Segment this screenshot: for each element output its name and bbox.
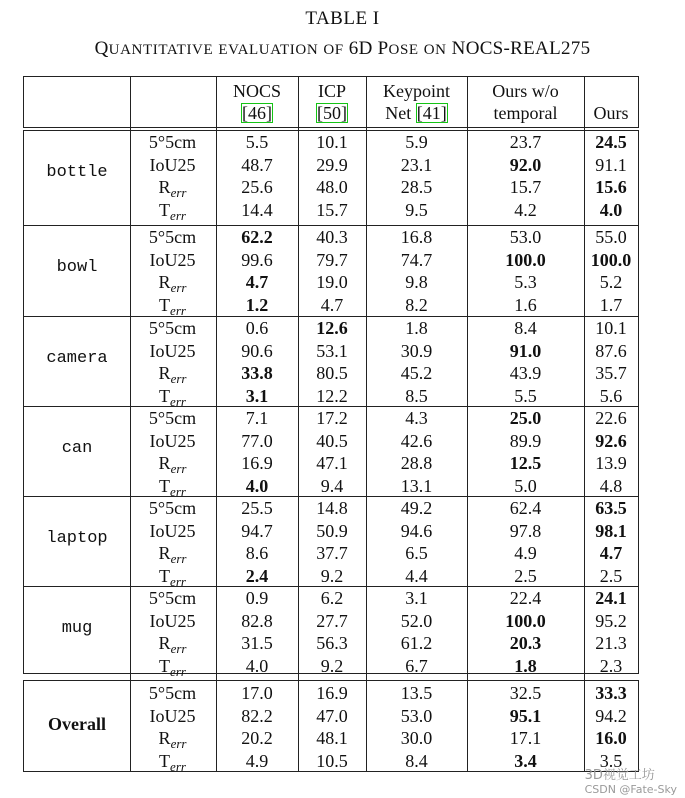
value-cell: 14.4	[241, 199, 273, 220]
value-cell: 4.3	[405, 408, 428, 428]
value-cell: 8.2	[405, 294, 428, 315]
metric-label	[130, 199, 215, 221]
metric-name: IoU25	[149, 430, 196, 451]
value-cell: 13.9	[595, 453, 627, 473]
value-cell: 4.7	[245, 272, 269, 292]
value-cell: 43.9	[509, 363, 542, 383]
value-cell: 17.0	[241, 683, 273, 703]
metric-subscript: err	[170, 302, 186, 318]
citation-link[interactable]: [46]	[242, 103, 272, 123]
value-cell: 13.5	[400, 683, 433, 703]
metric-subscript: err	[170, 461, 187, 476]
value-cell: 63.5	[595, 498, 627, 518]
value-cell: 2.5	[514, 565, 537, 586]
value-cell: 92.0	[509, 154, 542, 175]
metric-name: IoU25	[149, 249, 196, 270]
value-cell: 1.8	[405, 318, 428, 338]
value-cell: 95.2	[595, 610, 627, 631]
value-cell: 17.1	[509, 728, 542, 748]
metric-label	[130, 131, 215, 153]
value-cell: 4.0	[245, 655, 269, 676]
metric-name: R	[158, 453, 171, 473]
value-cell: 3.1	[405, 588, 428, 608]
column-header-text: temporal	[493, 103, 558, 123]
value-cell: 1.2	[245, 294, 269, 315]
value-cell: 9.2	[320, 655, 344, 676]
value-cell: 62.2	[241, 227, 273, 247]
value-cell: 0.6	[245, 318, 269, 338]
column-header-line2	[216, 102, 298, 124]
value-cell: 5.3	[514, 272, 537, 292]
metric-name: 5°5cm	[148, 227, 197, 247]
value-cell: 100.0	[590, 249, 632, 270]
metric-label	[130, 385, 215, 407]
metric-label	[130, 750, 215, 772]
value-cell: 5.5	[514, 385, 537, 406]
value-cell: 48.1	[316, 728, 348, 748]
value-cell: 99.6	[241, 249, 273, 270]
watermark-en: CSDN @Fate-Sky	[584, 783, 677, 796]
metric-label	[130, 587, 215, 609]
value-cell: 91.0	[509, 340, 542, 361]
column-header-line1: ICP	[317, 81, 346, 101]
metric-label	[130, 475, 215, 497]
metric-subscript: err	[170, 758, 186, 774]
watermark-cn: 3D视觉工坊	[584, 768, 655, 783]
column-header-line2	[467, 102, 584, 124]
value-cell: 17.2	[316, 408, 348, 428]
value-cell: 3.5	[599, 750, 623, 771]
metric-name: IoU25	[149, 520, 196, 541]
watermark	[585, 764, 677, 796]
value-cell: 6.2	[320, 588, 344, 608]
metric-label	[130, 176, 215, 198]
value-cell: 56.3	[316, 633, 348, 653]
value-cell: 82.2	[241, 705, 273, 726]
metric-name: T	[159, 475, 171, 496]
value-cell: 22.6	[595, 408, 627, 428]
metric-name: IoU25	[149, 610, 196, 631]
value-cell: 95.1	[509, 705, 542, 726]
value-cell: 19.0	[316, 272, 348, 292]
metric-name: 5°5cm	[148, 132, 197, 152]
metric-name: R	[158, 363, 171, 383]
metric-name: 5°5cm	[148, 498, 197, 518]
table-title: QUANTITATIVE EVALUATION OF 6D POSE ON NOCS-REAL275	[94, 38, 591, 59]
value-cell: 9.8	[405, 272, 428, 292]
metric-name: IoU25	[149, 340, 196, 361]
metric-name: R	[158, 177, 171, 197]
value-cell: 2.4	[245, 565, 269, 586]
value-cell: 27.7	[316, 610, 348, 631]
value-cell: 9.5	[405, 199, 428, 220]
value-cell: 4.9	[514, 543, 537, 563]
metric-label	[130, 362, 215, 384]
column-header	[467, 80, 584, 124]
value-cell: 10.1	[595, 318, 627, 338]
metric-label	[130, 610, 215, 632]
value-cell: 13.1	[400, 475, 433, 496]
value-cell: 12.6	[316, 318, 348, 338]
metric-label	[130, 497, 215, 519]
category-label: laptop	[46, 529, 108, 548]
column-header-line2	[366, 102, 467, 124]
value-cell: 21.3	[595, 633, 627, 653]
value-cell: 23.7	[509, 132, 542, 152]
value-cell: 47.1	[316, 453, 348, 473]
value-cell: 49.2	[400, 498, 433, 518]
metric-name: R	[158, 272, 171, 292]
category-label: bowl	[56, 258, 98, 277]
metric-label	[130, 542, 215, 564]
value-cell: 94.6	[400, 520, 433, 541]
value-cell: 9.2	[320, 565, 344, 586]
value-cell: 48.0	[316, 177, 348, 197]
metric-name: 5°5cm	[148, 318, 197, 338]
metric-subscript: err	[170, 371, 187, 386]
column-header-line1: Keypoint	[383, 81, 450, 101]
metric-label	[130, 407, 215, 429]
table-number: TABLE I	[305, 8, 380, 29]
value-cell: 98.1	[595, 520, 627, 541]
metric-name: 5°5cm	[148, 408, 197, 428]
metric-name: R	[158, 543, 171, 563]
value-cell: 100.0	[505, 249, 546, 270]
value-cell: 4.7	[320, 294, 344, 315]
column-header-line2	[584, 102, 638, 124]
value-cell: 16.8	[400, 227, 433, 247]
value-cell: 29.9	[316, 154, 348, 175]
value-cell: 24.1	[595, 588, 627, 608]
metric-label	[130, 226, 215, 248]
value-cell: 55.0	[595, 227, 627, 247]
value-cell: 20.2	[241, 728, 273, 748]
value-cell: 42.6	[400, 430, 433, 451]
value-cell: 97.8	[509, 520, 542, 541]
value-cell: 7.1	[245, 408, 269, 428]
metric-name: R	[158, 633, 171, 653]
metric-label	[130, 317, 215, 339]
value-cell: 24.5	[595, 132, 627, 152]
value-cell: 5.0	[514, 475, 537, 496]
category-label: camera	[46, 349, 108, 368]
metric-subscript: err	[170, 483, 186, 499]
value-cell: 10.5	[316, 750, 348, 771]
metric-subscript: err	[170, 573, 186, 589]
value-cell: 16.9	[316, 683, 348, 703]
value-cell: 2.3	[599, 655, 623, 676]
metric-label	[130, 632, 215, 654]
value-cell: 1.8	[514, 655, 537, 676]
metric-label	[130, 682, 215, 704]
metric-label	[130, 727, 215, 749]
value-cell: 22.4	[509, 588, 542, 608]
value-cell: 87.6	[595, 340, 627, 361]
value-cell: 3.4	[514, 750, 537, 771]
value-cell: 5.9	[405, 132, 428, 152]
value-cell: 3.1	[245, 385, 269, 406]
column-header-text: Ours	[593, 103, 629, 123]
metric-label	[130, 520, 215, 542]
column-header-line1: NOCS	[232, 81, 281, 101]
value-cell: 15.7	[316, 199, 348, 220]
metric-subscript: err	[170, 207, 186, 223]
value-cell: 77.0	[241, 430, 273, 451]
metric-name: 5°5cm	[148, 683, 197, 703]
value-cell: 0.9	[245, 588, 269, 608]
value-cell: 33.8	[241, 363, 273, 383]
value-cell: 33.3	[595, 683, 627, 703]
value-cell: 61.2	[400, 633, 433, 653]
metric-subscript: err	[170, 736, 187, 751]
value-cell: 4.4	[405, 565, 428, 586]
value-cell: 100.0	[505, 610, 546, 631]
metric-name: T	[159, 565, 171, 586]
value-cell: 25.6	[241, 177, 273, 197]
column-header	[584, 80, 638, 124]
metric-subscript: err	[170, 663, 186, 679]
value-cell: 20.3	[509, 633, 542, 653]
value-cell: 16.9	[241, 453, 273, 473]
value-cell: 25.5	[241, 498, 273, 518]
value-cell: 4.9	[245, 750, 269, 771]
value-cell: 80.5	[316, 363, 348, 383]
value-cell: 90.6	[241, 340, 273, 361]
value-cell: 4.7	[599, 543, 623, 563]
category-label: can	[61, 439, 93, 458]
value-cell: 8.4	[514, 318, 537, 338]
value-cell: 12.5	[509, 453, 542, 473]
metric-label	[130, 452, 215, 474]
column-header-prefix: Net	[385, 103, 416, 123]
value-cell: 9.4	[320, 475, 344, 496]
metric-subscript: err	[170, 185, 187, 200]
metric-name: R	[158, 728, 171, 748]
value-cell: 94.7	[241, 520, 273, 541]
metric-subscript: err	[170, 641, 187, 656]
value-cell: 6.5	[405, 543, 428, 563]
metric-label	[130, 705, 215, 727]
metric-label	[130, 271, 215, 293]
value-cell: 4.8	[599, 475, 623, 496]
value-cell: 74.7	[400, 249, 433, 270]
column-header	[366, 80, 467, 124]
value-cell: 62.4	[509, 498, 542, 518]
value-cell: 52.0	[400, 610, 433, 631]
value-cell: 15.7	[509, 177, 542, 197]
metric-subscript: err	[170, 551, 187, 566]
metric-label	[130, 430, 215, 452]
value-cell: 50.9	[316, 520, 348, 541]
value-cell: 89.9	[509, 430, 542, 451]
value-cell: 5.6	[599, 385, 623, 406]
value-cell: 53.1	[316, 340, 348, 361]
metric-name: T	[159, 750, 171, 771]
value-cell: 91.1	[595, 154, 627, 175]
value-cell: 6.7	[405, 655, 428, 676]
value-cell: 48.7	[241, 154, 273, 175]
metric-name: IoU25	[149, 705, 196, 726]
citation-link[interactable]: [41]	[416, 103, 447, 123]
metric-label	[130, 340, 215, 362]
value-cell: 4.2	[514, 199, 537, 220]
value-cell: 10.1	[316, 132, 348, 152]
value-cell: 23.1	[400, 154, 433, 175]
citation-link[interactable]: [50]	[317, 103, 347, 123]
column-header-line1: Ours w/o	[492, 81, 559, 101]
metric-label	[130, 565, 215, 587]
value-cell: 8.5	[405, 385, 428, 406]
value-cell: 45.2	[400, 363, 433, 383]
value-cell: 4.0	[599, 199, 623, 220]
metric-label	[130, 154, 215, 176]
metric-subscript: err	[170, 393, 186, 409]
value-cell: 28.8	[400, 453, 433, 473]
value-cell: 5.2	[599, 272, 623, 292]
value-cell: 12.2	[316, 385, 348, 406]
value-cell: 25.0	[509, 408, 542, 428]
metric-name: T	[159, 294, 171, 315]
value-cell: 30.9	[400, 340, 433, 361]
value-cell: 40.5	[316, 430, 348, 451]
value-cell: 47.0	[316, 705, 348, 726]
column-header	[298, 80, 366, 124]
value-cell: 30.0	[400, 728, 433, 748]
metric-name: T	[159, 385, 171, 406]
value-cell: 31.5	[241, 633, 273, 653]
value-cell: 32.5	[509, 683, 542, 703]
value-cell: 37.7	[316, 543, 348, 563]
column-header-line1	[584, 80, 638, 102]
metric-label	[130, 294, 215, 316]
column-header-line2	[298, 102, 366, 124]
value-cell: 15.6	[595, 177, 627, 197]
value-cell: 5.5	[245, 132, 269, 152]
category-label: mug	[61, 619, 93, 638]
value-cell: 8.6	[245, 543, 269, 563]
value-cell: 92.6	[595, 430, 627, 451]
value-cell: 16.0	[595, 728, 627, 748]
value-cell: 82.8	[241, 610, 273, 631]
category-label: bottle	[46, 163, 108, 182]
value-cell: 14.8	[316, 498, 348, 518]
overall-label: Overall	[48, 714, 106, 734]
metric-name: T	[159, 655, 171, 676]
value-cell: 4.0	[245, 475, 269, 496]
metric-label	[130, 249, 215, 271]
value-cell: 1.7	[599, 294, 623, 315]
metric-name: IoU25	[149, 154, 196, 175]
value-cell: 35.7	[595, 363, 627, 383]
value-cell: 28.5	[400, 177, 433, 197]
value-cell: 8.4	[405, 750, 428, 771]
value-cell: 79.7	[316, 249, 348, 270]
column-header	[216, 80, 298, 124]
metric-name: T	[159, 199, 171, 220]
metric-label	[130, 655, 215, 677]
metric-name: 5°5cm	[148, 588, 197, 608]
value-cell: 53.0	[509, 227, 542, 247]
value-cell: 94.2	[595, 705, 627, 726]
value-cell: 53.0	[400, 705, 433, 726]
metric-subscript: err	[170, 280, 187, 295]
value-cell: 2.5	[599, 565, 623, 586]
value-cell: 40.3	[316, 227, 348, 247]
value-cell: 1.6	[514, 294, 537, 315]
